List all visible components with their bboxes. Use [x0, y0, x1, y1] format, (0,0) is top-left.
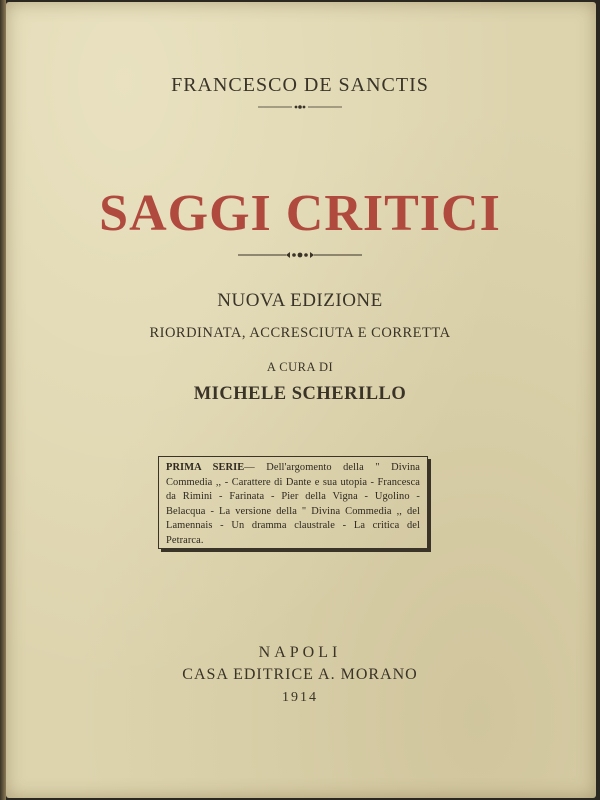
curator-name: MICHELE SCHERILLO [193, 384, 407, 404]
publisher-name: CASA EDITRICE A. MORANO [182, 666, 418, 683]
book-title: SAGGI CRITICI [99, 185, 501, 242]
author-name: FRANCESCO DE SANCTIS [171, 74, 429, 96]
curator-intro: A CURA DI [266, 360, 334, 374]
series-contents: — Dell'argomento della " Divina Commedia ,, - Carattere di Dante e sua utopia - Francesca da Rimini - Farinata - Pier della Vigna - Ugolino - Belacqua - La versione della " Divina Commedia ,, del Lamennais - Un dramma claustrale - La critica del Petrarca. [166, 462, 420, 546]
ornament-divider-top [258, 102, 342, 112]
series-label: PRIMA SERIE [166, 462, 245, 473]
publication-year: 1914 [282, 690, 318, 705]
ornament-divider-title [238, 249, 362, 261]
revision-note: RIORDINATA, ACCRESCIUTA E CORRETTA [149, 325, 451, 341]
edition-label: NUOVA EDIZIONE [217, 290, 383, 311]
contents-box [158, 456, 428, 549]
publisher-city: NAPOLI [258, 644, 342, 661]
